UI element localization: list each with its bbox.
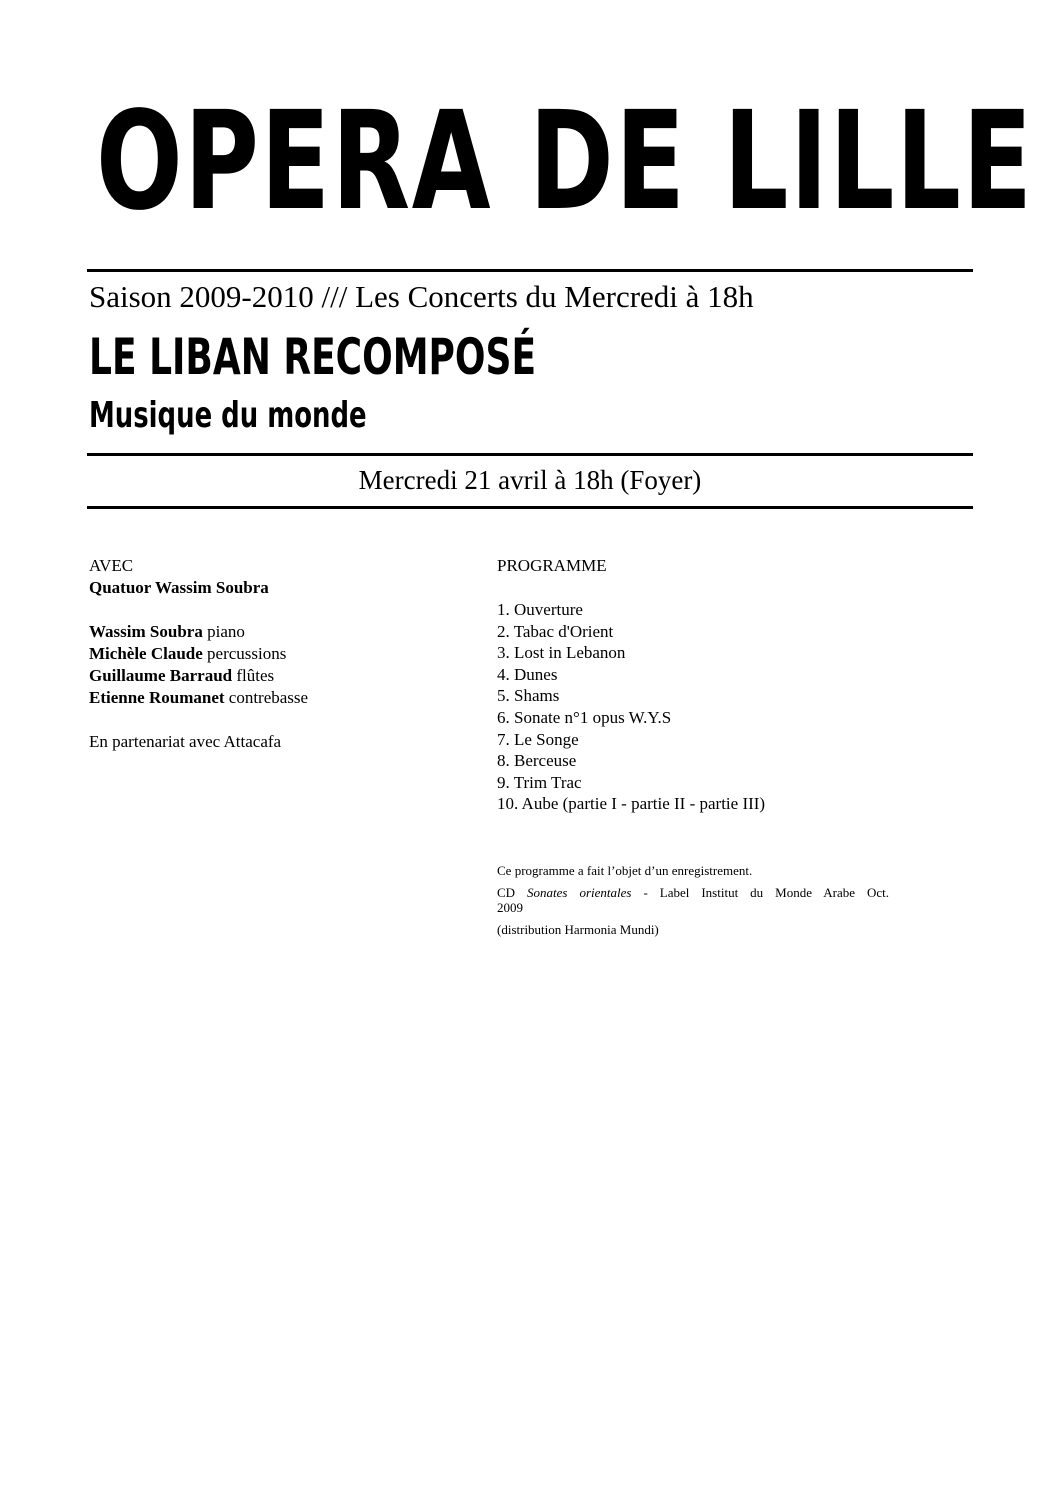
cd-line (497, 885, 889, 901)
programme-item: 7. Le Songe (497, 729, 579, 749)
genre-subtitle: Musique du monde (89, 395, 367, 436)
musician-instrument: flûtes (236, 666, 275, 685)
programme-list (497, 599, 897, 815)
avec-heading: AVEC (89, 556, 134, 575)
programme-item: 3. Lost in Lebanon (497, 643, 626, 663)
musician-instrument: piano (207, 622, 245, 641)
musician-row (89, 665, 449, 687)
programme-item: 2. Tabac d'Orient (497, 621, 614, 641)
cd-title: Sonates orientales (527, 884, 632, 900)
partnership-note: En partenariat avec Attacafa (89, 732, 282, 751)
venue-title: OPERA DE LILLE (96, 83, 1034, 241)
programme-item: 9. Trim Trac (497, 772, 582, 792)
bottom-rule (87, 506, 973, 509)
programme-item: 1. Ouverture (497, 600, 583, 619)
musician-name: Michèle Claude (89, 644, 203, 663)
cd-prefix: CD (497, 884, 516, 900)
recording-note (497, 863, 889, 945)
musician-row (89, 621, 449, 643)
ensemble-name: Quatuor Wassim Soubra (89, 578, 269, 597)
middle-rule (87, 453, 973, 456)
musician-instrument: contrebasse (228, 688, 309, 707)
programme-item: 4. Dunes (497, 664, 558, 684)
programme-item: 10. Aube (partie I - partie II - partie III) (497, 794, 766, 814)
programme-section (497, 555, 897, 944)
top-rule (87, 269, 973, 272)
cd-year: 2009 (497, 900, 523, 916)
avec-section (89, 555, 449, 753)
season-line: Saison 2009-2010 /// Les Concerts du Mercredi à 18h (89, 279, 754, 314)
date-line: Mercredi 21 avril à 18h (Foyer) (358, 465, 702, 495)
musician-name: Etienne Roumanet (89, 688, 225, 707)
cd-suffix: - Label Institut du Monde Arabe Oct. (643, 884, 889, 900)
musician-instrument: percussions (207, 644, 287, 663)
programme-item: 6. Sonate n°1 opus W.Y.S (497, 707, 672, 727)
programme-heading: PROGRAMME (497, 556, 607, 575)
programme-item: 5. Shams (497, 686, 560, 706)
musician-row (89, 687, 449, 709)
note-line: Ce programme a fait l’objet d’un enregistrement. (497, 862, 753, 878)
concert-title: LE LIBAN RECOMPOSÉ (89, 328, 537, 386)
programme-item: 8. Berceuse (497, 751, 577, 771)
musician-name: Guillaume Barraud (89, 666, 233, 685)
musician-row (89, 643, 449, 665)
musician-name: Wassim Soubra (89, 622, 203, 641)
distribution-note: (distribution Harmonia Mundi) (497, 922, 659, 938)
